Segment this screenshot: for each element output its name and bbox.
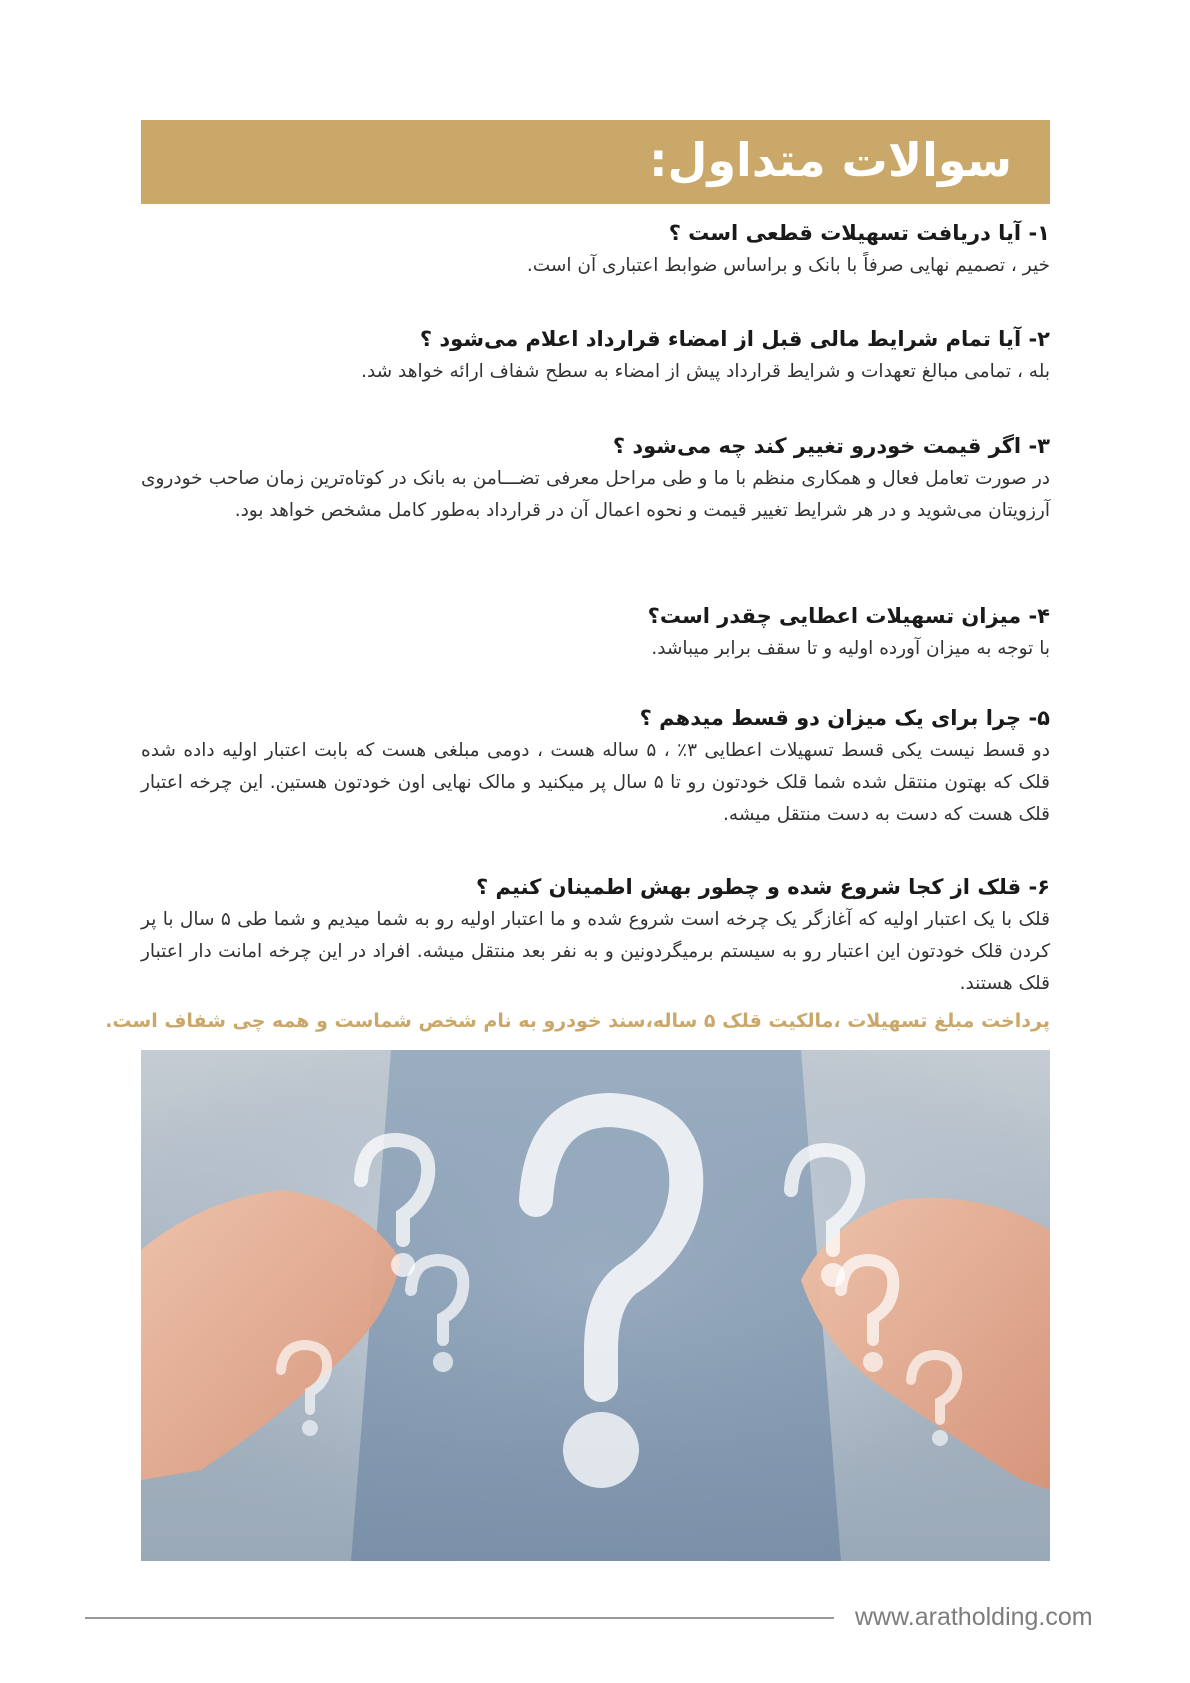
footer-website-url[interactable]: www.aratholding.com [855,1603,1093,1631]
faq-item-3 [141,429,1050,527]
page-title: سوالات متداول: [649,133,1012,187]
faq-answer-3: در صورت تعامل فعال و همکاری منظم با ما و طی مراحل معرفی تضـــامن به بانک در کوتاه‌ترین زمان صاحب خودروی آرزویتان می‌شوید و در هر شرایط تغییر قیمت و نحوه اعمال آن در قرارداد به‌طور کامل مشخص خواهد بود. [141,468,1050,521]
faq-item-6 [141,870,1050,1000]
footer-divider [85,1617,834,1619]
faq-question-3: ۳- اگر قیمت خودرو تغییر کند چه می‌شود ؟ [612,434,1050,458]
faq-question-1: ۱- آیا دریافت تسهیلات قطعی است ؟ [668,221,1050,245]
faq-answer-2: بله ، تمامی مبالغ تعهدات و شرایط قرارداد پیش از امضاء به سطح شفاف ارائه خواهد شد. [361,361,1050,382]
faq-answer-1: خیر ، تصمیم نهایی صرفاً با بانک و براساس ضوابط اعتباری آن است. [526,255,1050,276]
hands-question-marks-photo [141,1050,1050,1561]
faq-item-1 [141,216,1050,282]
faq-item-5 [141,701,1050,831]
highlight-note: پرداخت مبلغ تسهیلات ،مالکیت قلک ۵ ساله،سند خودرو به نام شخص شماست و همه چی شفاف است. [105,1010,1050,1032]
faq-item-2 [141,322,1050,388]
faq-question-4: ۴- میزان تسهیلات اعطایی چقدر است؟ [647,604,1050,628]
faq-answer-6: قلک با یک اعتبار اولیه که آغازگر یک چرخه است شروع شده و ما اعتبار اولیه رو به شما میدیم و شما طی ۵ سال با پر کردن قلک خودتون این اعتبار رو به سیستم برمیگردونین و به نفر بعد منتقل میشه. افراد در این چرخه امانت دار اعتبار قلک هستند. [141,909,1050,994]
title-banner [141,120,1050,204]
faq-question-6: ۶- قلک از کجا شروع شده و چطور بهش اطمینان کنیم ؟ [476,875,1050,899]
faq-answer-4: با توجه به میزان آورده اولیه و تا سقف برابر میباشد. [651,638,1050,659]
faq-item-4 [141,599,1050,665]
faq-question-2: ۲- آیا تمام شرایط مالی قبل از امضاء قرارداد اعلام می‌شود ؟ [419,327,1050,351]
faq-answer-5: دو قسط نیست یکی قسط تسهیلات اعطایی ۳٪ ، ۵ ساله هست ، دومی مبلغی هست که بابت اعتبار اولیه داده شده قلک که بهتون منتقل شده شما قلک خودتون رو تا ۵ سال پر میکنید و مالک نهایی اون خودتون هستین. این چرخه اعتبار قلک هست که دست به دست منتقل میشه. [141,740,1051,825]
faq-question-5: ۵- چرا برای یک میزان دو قسط میدهم ؟ [639,706,1050,730]
